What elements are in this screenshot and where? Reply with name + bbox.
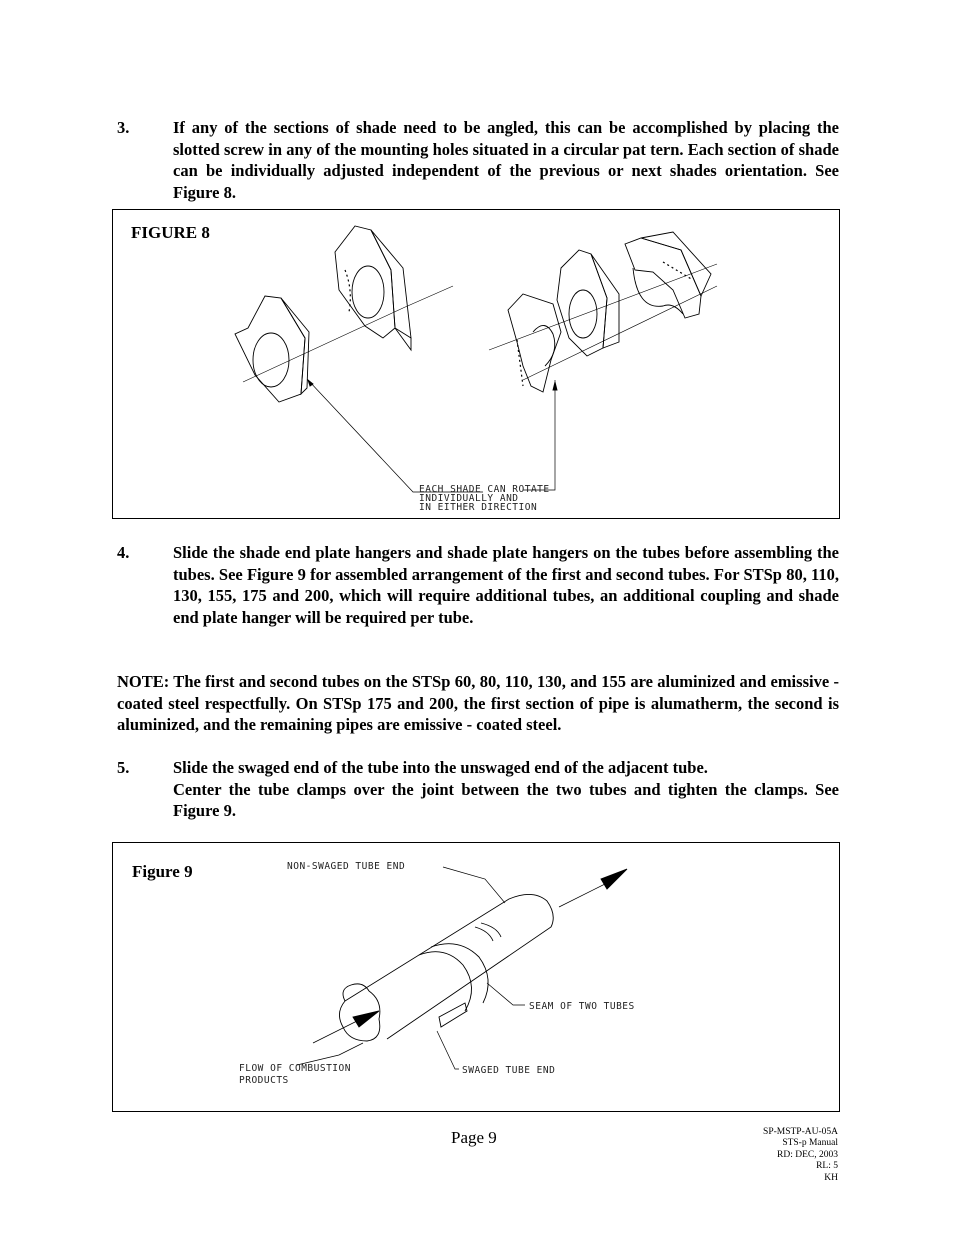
shade-plate-left xyxy=(235,296,305,402)
flow-arrow-head-out xyxy=(601,869,627,889)
svg-text:NON-SWAGED TUBE END xyxy=(287,861,405,872)
tube-seam-ring xyxy=(419,952,472,1011)
document-id-block xyxy=(763,1127,838,1184)
tube-clamp xyxy=(439,1003,467,1027)
step-line: Slide the swaged end of the tube into the unswaged end of the adjacent tube. xyxy=(173,758,708,777)
figure-8-leader-left xyxy=(308,380,483,492)
flow-arrow-head xyxy=(353,1011,379,1027)
step-line: Slide the shade end plate hangers and shade plate hangers on the tubes before assembling the tubes. See Figure 9 for assembled arrangement of the first and second tubes. For STSp 80, 110, 130, 155, 175 and 200, which will require additional tubes, an additional coupling and shade end plate hanger will be required per tube. xyxy=(173,543,839,627)
svg-text:SEAM OF TWO TUBES xyxy=(529,1001,635,1012)
shade-plate-left-side xyxy=(281,298,309,394)
step-text xyxy=(173,542,839,628)
step-line: Center the tube clamps over the joint between the two tubes and tighten the clamps. See Figure 9. xyxy=(173,779,839,820)
figure-8-leader-right xyxy=(523,380,555,490)
shade-plate-3 xyxy=(508,294,561,392)
doc-id-line: RD: DEC, 2003 xyxy=(777,1149,838,1160)
callout-line: INDIVIDUALLY AND xyxy=(419,493,519,504)
label-seam: SEAM OF TWO TUBES xyxy=(529,1001,635,1012)
doc-id-line: STS-p Manual xyxy=(782,1138,838,1149)
figure-8 xyxy=(112,209,840,519)
page-number: Page 9 xyxy=(451,1128,497,1147)
svg-text:SWAGED TUBE END xyxy=(462,1065,555,1076)
shade-plate-2 xyxy=(335,226,395,338)
svg-text:IN EITHER DIRECTION xyxy=(419,502,537,513)
shade-plate-2-hole xyxy=(352,266,384,318)
svg-text:FLOW OF COMBUSTION xyxy=(239,1063,351,1074)
figure-9 xyxy=(112,842,840,1112)
label-flow-2: PRODUCTS xyxy=(239,1075,289,1086)
figure-9-label: Figure 9 xyxy=(132,862,193,881)
callout-line: IN EITHER DIRECTION xyxy=(419,502,538,513)
shade-plate-left-hole xyxy=(253,333,289,387)
note-paragraph: NOTE: The first and second tubes on the STSp 60, 80, 110, 130, and 155 are aluminized and emissive - coated steel respectfully. On STSp 175 and 200, the first section of pipe is alumatherm, the second is aluminized, and the remaining pipes are emissive - coated steel. xyxy=(117,672,839,734)
shade-plate-2-side xyxy=(371,230,411,338)
step-number: 4. xyxy=(117,543,130,562)
doc-id-line: RL: 5 xyxy=(816,1161,838,1172)
svg-text:PRODUCTS xyxy=(239,1075,289,1086)
step-line: If any of the sections of shade need to be angled, this can be accomplished by placing the slotted screw in any of the mounting holes situated in a circular pat tern. Each section of shade can be individually adjusted independent of the previous or next shades orientation. See Figure 8. xyxy=(173,118,839,202)
figure-9-drawing xyxy=(113,843,839,1111)
figure-8-drawing xyxy=(113,210,839,518)
figure-8-label: FIGURE 8 xyxy=(131,223,210,242)
step-number: 3. xyxy=(117,118,130,137)
step-text xyxy=(173,117,839,203)
tube-body xyxy=(345,894,553,1039)
doc-id-line: SP-MSTP-AU-05A xyxy=(763,1127,838,1137)
doc-id-line: KH xyxy=(824,1172,838,1183)
shade-plate-4-hole xyxy=(569,290,597,338)
step-text xyxy=(173,757,839,822)
step-number: 5. xyxy=(117,758,130,777)
label-non-swaged: NON-SWAGED TUBE END xyxy=(287,861,406,872)
callout-line: EACH SHADE CAN ROTATE xyxy=(419,484,550,495)
label-flow-1: FLOW OF COMBUSTION xyxy=(239,1063,351,1074)
label-swaged: SWAGED TUBE END xyxy=(462,1065,556,1076)
